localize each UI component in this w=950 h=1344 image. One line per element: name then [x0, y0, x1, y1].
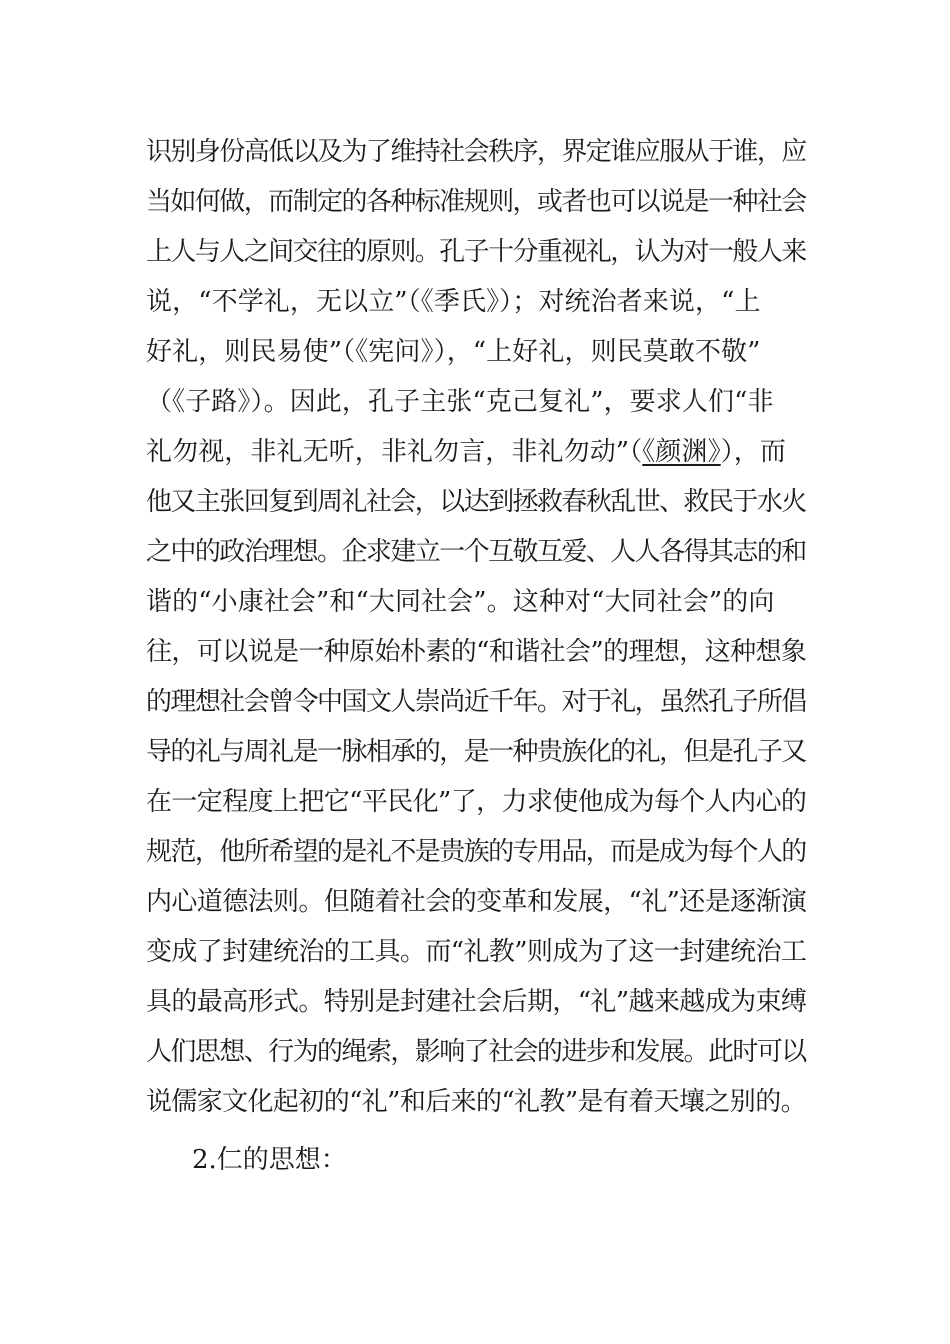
- paragraph-line: [146, 433, 806, 471]
- section-heading: 2.仁的思想：: [192, 1145, 347, 1175]
- paragraph-line: 导的礼与周礼是一脉相承的，是一种贵族化的礼，但是孔子又: [146, 737, 806, 767]
- paragraph-line: 人们思想、行为的绳索，影响了社会的进步和发展。此时可以: [146, 1037, 806, 1067]
- paragraph-line: 上人与人之间交往的原则。孔子十分重视礼，认为对一般人来: [146, 237, 806, 267]
- paragraph-line: 内心道德法则。但随着社会的变革和发展，“礼”还是逐渐演: [146, 887, 807, 917]
- paragraph-line: 谐的“小康社会”和“大同社会”。这种对“大同社会”的向: [146, 587, 775, 617]
- paragraph-line: 的理想社会曾令中国文人崇尚近千年。对于礼，虽然孔子所倡: [146, 687, 806, 717]
- paragraph-line: 具的最高形式。特别是封建社会后期，“礼”越来越成为束缚: [146, 987, 807, 1017]
- paragraph-line: 当如何做，而制定的各种标准规则，或者也可以说是一种社会: [146, 187, 806, 217]
- line-text-before: 礼勿视，非礼无听，非礼勿言，非礼勿动”（: [146, 437, 643, 467]
- paragraph-line: （《子路》）。因此，孔子主张“克己复礼”，要求人们“非: [146, 387, 774, 417]
- underlined-citation: 《颜渊》: [642, 437, 721, 467]
- paragraph-line: 说，“不学礼，无以立”（《季氏》）；对统治者来说，“上: [146, 287, 761, 317]
- paragraph-line: 往，可以说是一种原始朴素的“和谐社会”的理想，这种想象: [146, 637, 807, 667]
- paragraph-line: 变成了封建统治的工具。而“礼教”则成为了这一封建统治工: [146, 937, 807, 967]
- paragraph-line: 好礼，则民易使”（《宪问》），“上好礼，则民莫敢不敬”: [146, 337, 761, 367]
- paragraph-line: 之中的政治理想。企求建立一个互敬互爱、人人各得其志的和: [146, 537, 806, 567]
- paragraph-line: 他又主张回复到周礼社会，以达到拯救春秋乱世、救民于水火: [146, 487, 806, 517]
- paragraph-line: 规范，他所希望的是礼不是贵族的专用品，而是成为每个人的: [146, 837, 806, 867]
- paragraph-line: 识别身份高低以及为了维持社会秩序，界定谁应服从于谁，应: [146, 137, 806, 167]
- line-text-after: ），而: [720, 437, 787, 467]
- paragraph-line: 在一定程度上把它“平民化”了，力求使他成为每个人内心的: [146, 787, 807, 817]
- paragraph-line: 说儒家文化起初的“礼”和后来的“礼教”是有着天壤之别的。: [146, 1087, 806, 1117]
